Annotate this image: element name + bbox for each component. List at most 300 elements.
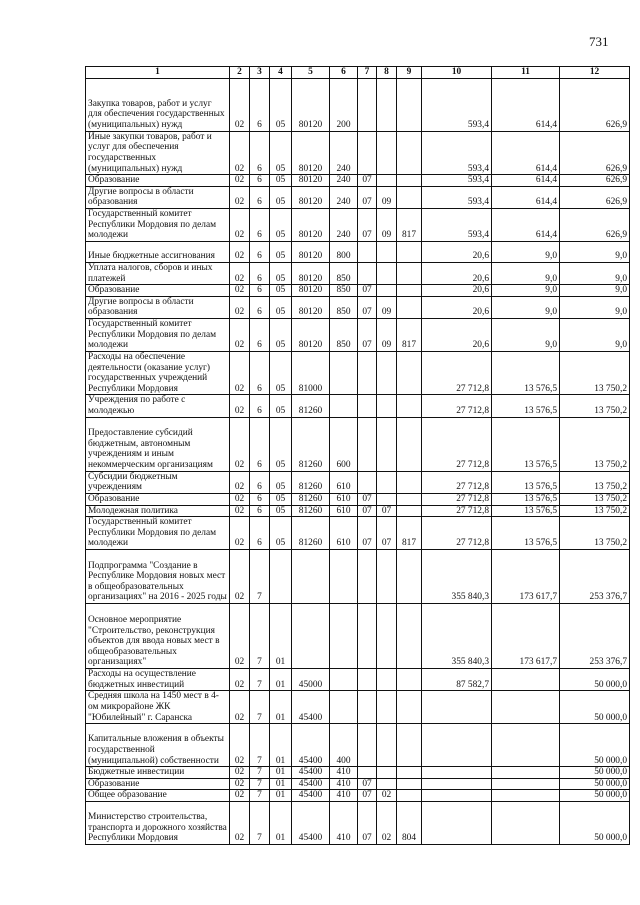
row-name: Государственный комитет Республики Мордовия по делам молодежи [86,517,230,550]
expense-type: 850 [330,296,358,318]
amount-2021: 13 750,2 [560,351,630,395]
row-name: Субсидии бюджетным учреждениям [86,471,230,493]
subchapter-code: 07 [377,505,397,517]
table-row [86,395,630,417]
amount-2019: 20,6 [422,296,492,318]
subchapter-code: 09 [377,319,397,352]
section-code: 02 [230,78,250,131]
department-code [397,78,422,131]
table-row [86,131,630,175]
department-code [397,262,422,284]
amount-2019: 27 712,8 [422,417,492,471]
target-code: 80120 [292,131,330,175]
program-code: 05 [270,209,292,242]
subsection-code: 6 [250,131,270,175]
amount-2020 [492,669,560,691]
column-header-12: 12 [560,67,630,79]
amount-2020 [492,778,560,790]
subchapter-code: 02 [377,790,397,802]
amount-2020: 9,0 [492,319,560,352]
amount-2021: 13 750,2 [560,517,630,550]
amount-2019: 593,4 [422,209,492,242]
amount-2020: 13 576,5 [492,493,560,505]
subsection-code: 6 [250,395,270,417]
amount-2020: 13 576,5 [492,351,560,395]
table-row [86,262,630,284]
expense-type [330,691,358,724]
amount-2021: 13 750,2 [560,417,630,471]
row-name: Уплата налогов, сборов и иных платежей [86,262,230,284]
amount-2021: 626,9 [560,78,630,131]
subsection-code: 6 [250,262,270,284]
amount-2019: 593,4 [422,78,492,131]
subchapter-code [377,471,397,493]
row-name: Основное мероприятие "Строительство, реконструкция объектов для ввода новых мест в общеобразовательных организациях" [86,604,230,669]
subsection-code: 7 [250,802,270,845]
target-code: 81260 [292,471,330,493]
subchapter-code [377,767,397,779]
target-code: 45400 [292,724,330,767]
department-code [397,778,422,790]
program-code: 01 [270,778,292,790]
section-code: 02 [230,724,250,767]
program-code: 05 [270,395,292,417]
table-row [86,669,630,691]
department-code [397,175,422,187]
program-code: 01 [270,790,292,802]
program-code: 05 [270,262,292,284]
chapter-code [358,669,377,691]
chapter-code: 07 [358,319,377,352]
department-code [397,186,422,208]
chapter-code [358,767,377,779]
amount-2021: 50 000,0 [560,802,630,845]
target-code: 81260 [292,505,330,517]
subsection-code: 6 [250,471,270,493]
row-name: Расходы на обеспечение деятельности (оказание услуг) государственных учреждений Республики Мордовия [86,351,230,395]
chapter-code [358,241,377,262]
amount-2019: 87 582,7 [422,669,492,691]
chapter-code: 07 [358,209,377,242]
section-code: 02 [230,802,250,845]
amount-2021: 50 000,0 [560,724,630,767]
expense-type: 410 [330,778,358,790]
department-code [397,296,422,318]
program-code: 01 [270,802,292,845]
section-code: 02 [230,395,250,417]
subchapter-code [377,285,397,297]
subchapter-code [377,669,397,691]
program-code: 05 [270,493,292,505]
row-name: Образование [86,778,230,790]
amount-2020 [492,802,560,845]
amount-2020: 13 576,5 [492,471,560,493]
program-code [270,550,292,604]
section-code: 02 [230,691,250,724]
table-row [86,209,630,242]
expense-type: 410 [330,767,358,779]
table-row [86,78,630,131]
target-code: 45400 [292,790,330,802]
amount-2019: 27 712,8 [422,471,492,493]
expense-type: 850 [330,319,358,352]
amount-2019: 27 712,8 [422,493,492,505]
amount-2020: 13 576,5 [492,505,560,517]
row-name: Государственный комитет Республики Мордовия по делам молодежи [86,209,230,242]
subchapter-code: 09 [377,209,397,242]
subsection-code: 6 [250,319,270,352]
amount-2021: 50 000,0 [560,669,630,691]
row-name: Предоставление субсидий бюджетным, автономным учреждениям и иным некоммерческим организациям [86,417,230,471]
column-header-4: 4 [270,67,292,79]
program-code: 05 [270,131,292,175]
row-name: Другие вопросы в области образования [86,296,230,318]
target-code [292,604,330,669]
program-code: 01 [270,767,292,779]
program-code: 05 [270,505,292,517]
subchapter-code: 02 [377,802,397,845]
program-code: 05 [270,78,292,131]
target-code: 80120 [292,78,330,131]
table-row [86,505,630,517]
section-code: 02 [230,790,250,802]
amount-2019: 593,4 [422,175,492,187]
subsection-code: 7 [250,550,270,604]
table-row [86,471,630,493]
program-code: 05 [270,319,292,352]
amount-2019 [422,767,492,779]
amount-2020: 9,0 [492,241,560,262]
amount-2020 [492,767,560,779]
amount-2021: 626,9 [560,209,630,242]
department-code: 817 [397,319,422,352]
target-code: 45000 [292,669,330,691]
section-code: 02 [230,131,250,175]
program-code: 05 [270,471,292,493]
amount-2021: 9,0 [560,296,630,318]
amount-2020: 614,4 [492,78,560,131]
subsection-code: 6 [250,241,270,262]
department-code [397,493,422,505]
department-code [397,241,422,262]
target-code: 80120 [292,241,330,262]
amount-2021: 9,0 [560,262,630,284]
chapter-code [358,604,377,669]
expense-type: 200 [330,78,358,131]
amount-2020: 614,4 [492,131,560,175]
expense-type [330,550,358,604]
expense-type: 610 [330,517,358,550]
column-header-6: 6 [330,67,358,79]
subchapter-code [377,724,397,767]
table-row [86,417,630,471]
subchapter-code: 09 [377,296,397,318]
department-code: 817 [397,517,422,550]
amount-2020: 614,4 [492,175,560,187]
department-code: 817 [397,209,422,242]
target-code: 81260 [292,517,330,550]
section-code: 02 [230,669,250,691]
table-row [86,724,630,767]
target-code: 80120 [292,186,330,208]
row-name: Молодежная политика [86,505,230,517]
program-code: 01 [270,724,292,767]
subsection-code: 6 [250,78,270,131]
amount-2021: 13 750,2 [560,471,630,493]
subsection-code: 6 [250,517,270,550]
chapter-code: 07 [358,493,377,505]
expense-type: 240 [330,186,358,208]
expense-type: 410 [330,790,358,802]
amount-2020 [492,724,560,767]
subchapter-code [377,78,397,131]
amount-2020: 614,4 [492,186,560,208]
subchapter-code [377,395,397,417]
chapter-code: 07 [358,802,377,845]
column-header-3: 3 [250,67,270,79]
table-row [86,790,630,802]
amount-2019: 593,4 [422,186,492,208]
table-row [86,550,630,604]
amount-2019: 20,6 [422,241,492,262]
amount-2020: 13 576,5 [492,517,560,550]
subsection-code: 6 [250,209,270,242]
subsection-code: 7 [250,767,270,779]
subchapter-code [377,131,397,175]
row-name: Образование [86,493,230,505]
section-code: 02 [230,285,250,297]
expense-type: 610 [330,505,358,517]
chapter-code [358,417,377,471]
chapter-code [358,471,377,493]
section-code: 02 [230,351,250,395]
amount-2021: 50 000,0 [560,691,630,724]
program-code: 01 [270,604,292,669]
chapter-code: 07 [358,175,377,187]
department-code [397,131,422,175]
subchapter-code [377,262,397,284]
target-code: 45400 [292,691,330,724]
table-row [86,186,630,208]
subchapter-code [377,241,397,262]
amount-2019 [422,778,492,790]
amount-2020: 173 617,7 [492,550,560,604]
chapter-code: 07 [358,778,377,790]
amount-2021: 13 750,2 [560,395,630,417]
section-code: 02 [230,209,250,242]
amount-2021: 50 000,0 [560,767,630,779]
chapter-code [358,262,377,284]
expense-type [330,669,358,691]
chapter-code: 07 [358,790,377,802]
column-header-1: 1 [86,67,230,79]
section-code: 02 [230,296,250,318]
section-code: 02 [230,262,250,284]
chapter-code [358,724,377,767]
expense-type [330,604,358,669]
row-name: Иные закупки товаров, работ и услуг для обеспечения государственных (муниципальных) нужд [86,131,230,175]
amount-2020: 9,0 [492,262,560,284]
expense-type: 240 [330,131,358,175]
chapter-code [358,691,377,724]
section-code: 02 [230,604,250,669]
subsection-code: 7 [250,724,270,767]
amount-2019: 355 840,3 [422,604,492,669]
amount-2021: 9,0 [560,285,630,297]
subchapter-code [377,604,397,669]
row-name: Образование [86,175,230,187]
target-code: 81260 [292,493,330,505]
table-row [86,285,630,297]
subchapter-code [377,175,397,187]
expense-type: 240 [330,175,358,187]
department-code [397,285,422,297]
subchapter-code [377,691,397,724]
amount-2020: 9,0 [492,285,560,297]
amount-2020: 13 576,5 [492,417,560,471]
target-code: 80120 [292,262,330,284]
section-code: 02 [230,517,250,550]
subchapter-code: 07 [377,517,397,550]
amount-2021: 626,9 [560,175,630,187]
section-code: 02 [230,175,250,187]
amount-2019 [422,790,492,802]
target-code: 45400 [292,778,330,790]
amount-2020: 13 576,5 [492,395,560,417]
amount-2021: 9,0 [560,241,630,262]
target-code: 80120 [292,296,330,318]
row-name: Средняя школа на 1450 мест в 4-ом микрорайоне ЖК "Юбилейный" г. Саранска [86,691,230,724]
section-code: 02 [230,767,250,779]
row-name: Общее образование [86,790,230,802]
table-header-row [86,67,630,79]
row-name: Другие вопросы в области образования [86,186,230,208]
row-name: Подпрограмма "Создание в Республике Мордовия новых мест в общеобразовательных организациях" на 2016 - 2025 годы [86,550,230,604]
row-name: Образование [86,285,230,297]
amount-2019: 27 712,8 [422,351,492,395]
table-row [86,175,630,187]
row-name: Закупка товаров, работ и услуг для обеспечения государственных (муниципальных) нужд [86,78,230,131]
department-code [397,417,422,471]
amount-2020: 9,0 [492,296,560,318]
column-header-7: 7 [358,67,377,79]
expense-type [330,395,358,417]
table-row [86,604,630,669]
section-code: 02 [230,319,250,352]
department-code [397,669,422,691]
department-code [397,505,422,517]
subchapter-code [377,351,397,395]
column-header-9: 9 [397,67,422,79]
program-code: 05 [270,285,292,297]
subsection-code: 7 [250,604,270,669]
column-header-8: 8 [377,67,397,79]
subsection-code: 6 [250,493,270,505]
chapter-code [358,131,377,175]
subchapter-code [377,550,397,604]
target-code: 45400 [292,802,330,845]
subsection-code: 7 [250,790,270,802]
section-code: 02 [230,550,250,604]
expense-type: 240 [330,209,358,242]
table-row [86,296,630,318]
amount-2019: 27 712,8 [422,517,492,550]
chapter-code: 07 [358,285,377,297]
amount-2020 [492,691,560,724]
chapter-code: 07 [358,186,377,208]
subsection-code: 6 [250,186,270,208]
expense-type: 850 [330,262,358,284]
chapter-code [358,78,377,131]
amount-2019: 27 712,8 [422,505,492,517]
department-code [397,471,422,493]
section-code: 02 [230,778,250,790]
expense-type: 800 [330,241,358,262]
amount-2021: 253 376,7 [560,604,630,669]
target-code: 80120 [292,285,330,297]
table-row [86,691,630,724]
amount-2020: 614,4 [492,209,560,242]
expense-type: 610 [330,493,358,505]
section-code: 02 [230,186,250,208]
budget-table [85,66,630,845]
target-code: 81260 [292,395,330,417]
chapter-code [358,351,377,395]
target-code: 81260 [292,417,330,471]
column-header-10: 10 [422,67,492,79]
amount-2019: 20,6 [422,262,492,284]
program-code: 05 [270,417,292,471]
program-code: 01 [270,669,292,691]
subchapter-code: 09 [377,186,397,208]
amount-2021: 626,9 [560,186,630,208]
section-code: 02 [230,241,250,262]
amount-2021: 50 000,0 [560,790,630,802]
subsection-code: 6 [250,285,270,297]
row-name: Учреждения по работе с молодежью [86,395,230,417]
amount-2019: 20,6 [422,319,492,352]
department-code: 804 [397,802,422,845]
row-name: Капитальные вложения в объекты государственной (муниципальной) собственности [86,724,230,767]
section-code: 02 [230,505,250,517]
subchapter-code [377,493,397,505]
row-name: Министерство строительства, транспорта и дорожного хозяйства Республики Мордовия [86,802,230,845]
column-header-2: 2 [230,67,250,79]
section-code: 02 [230,471,250,493]
amount-2020 [492,790,560,802]
amount-2019: 27 712,8 [422,395,492,417]
program-code: 05 [270,351,292,395]
chapter-code [358,550,377,604]
subchapter-code [377,778,397,790]
target-code: 81000 [292,351,330,395]
amount-2019: 20,6 [422,285,492,297]
program-code: 05 [270,241,292,262]
program-code: 05 [270,186,292,208]
department-code [397,351,422,395]
program-code: 05 [270,517,292,550]
table-row [86,493,630,505]
table-row [86,767,630,779]
amount-2021: 253 376,7 [560,550,630,604]
table-row [86,517,630,550]
department-code [397,767,422,779]
chapter-code: 07 [358,517,377,550]
amount-2021: 626,9 [560,131,630,175]
subsection-code: 6 [250,351,270,395]
amount-2021: 50 000,0 [560,778,630,790]
amount-2019 [422,691,492,724]
